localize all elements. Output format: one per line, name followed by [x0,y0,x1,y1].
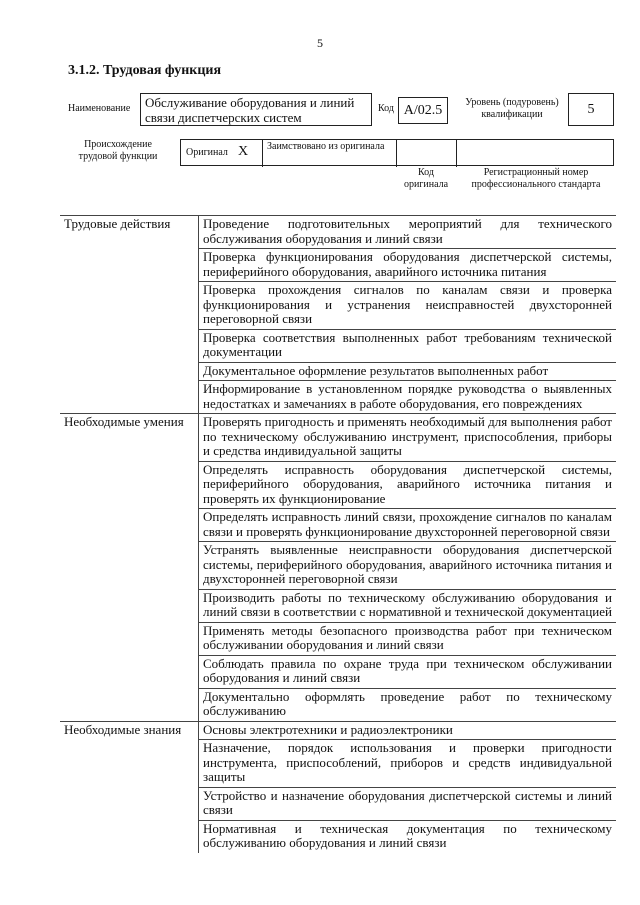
original-cell [181,140,263,167]
list-item: Нормативная и техническая документация по техническому обслуживанию оборудования и линий связи [199,820,617,853]
list-item: Информирование в установленном порядке руководства о выявленных недостатках и замечаниях в работе оборудования, его повреждениях [199,381,617,414]
table-row [60,688,616,721]
table-row [60,414,616,462]
level-label: Уровень (подуровень) квалификации [465,97,559,120]
origin-label: Происхождение трудовой функции [78,139,158,162]
table-row [60,787,616,820]
list-item: Основы электротехники и радиоэлектроники [199,721,617,740]
level-box: 5 [568,93,614,126]
table-row [60,820,616,853]
table-row [60,740,616,788]
section-title-actions: Трудовые действия [60,216,199,249]
list-item: Определять исправность оборудования диспетчерской системы, периферийного оборудования, аварийного источника питания и проверять их функционирование [199,461,617,509]
table-row [60,216,616,249]
list-item: Назначение, порядок использования и проверки пригодности инструмента, приспособлений, приборов и средств индивидуальной защиты [199,740,617,788]
table-row [60,329,616,362]
list-item: Проверка прохождения сигналов по каналам связи и проверка функционирования и устранения неисправностей двухсторонней переговорной связи [199,282,617,330]
table-row [60,655,616,688]
table-row [60,461,616,509]
list-item: Соблюдать правила по охране труда при техническом обслуживании оборудования и линий связи [199,655,617,688]
list-item: Документально оформлять проведение работ по техническому обслуживанию [199,688,617,721]
table-row [60,381,616,414]
page-number: 5 [317,36,323,50]
origin-row [180,139,614,166]
reg-number-cell [457,140,613,167]
code-label: Код [378,103,394,114]
section-title-knowledge: Необходимые знания [60,721,199,740]
borrowed-label: Заимствовано из оригинала [267,141,385,152]
list-item: Проведение подготовительных мероприятий для технического обслуживания оборудования и линий связи [199,216,617,249]
code-box: A/02.5 [398,97,448,124]
table-row [60,509,616,542]
original-mark: X [238,144,249,159]
name-label: Наименование [68,103,131,114]
list-item: Проверка функционирования оборудования диспетчерской системы, периферийного оборудования, аварийного источника питания [199,249,617,282]
list-item: Проверять пригодность и применять необходимый для выполнения работ по техническому обслуживанию инструмент, приспособления, приборы и средства индивидуальной защиты [199,414,617,462]
original-code-cell [397,140,457,167]
table-row [60,721,616,740]
original-label: Оригинал [186,147,228,158]
section-title-skills: Необходимые умения [60,414,199,462]
list-item: Проверка соответствия выполненных работ требованиям технической документации [199,329,617,362]
section-title: 3.1.2. Трудовая функция [68,63,222,78]
list-item: Устранять выявленные неисправности оборудования диспетчерской системы, периферийного оборудования, аварийного источника питания и двухсторонней переговорной связи [199,542,617,590]
table-row [60,589,616,622]
borrowed-cell [263,140,397,167]
list-item: Применять методы безопасного производства работ при техническом обслуживании оборудования и линий связи [199,622,617,655]
function-name-box: Обслуживание оборудования и линий связи диспетчерских систем [140,93,372,126]
list-item: Производить работы по техническому обслуживанию оборудования и линий связи в соответствии с нормативной и технической документацией [199,589,617,622]
table-row [60,282,616,330]
table-row [60,362,616,381]
function-table [60,215,616,853]
reg-caption: Регистрационный номер профессионального стандарта [471,167,601,190]
list-item: Документальное оформление результатов выполненных работ [199,362,617,381]
list-item: Определять исправность линий связи, прохождение сигналов по каналам связи и проверять функционирование двухсторонней переговорной связи [199,509,617,542]
table-row [60,249,616,282]
code-caption: Код оригинала [403,167,449,190]
table-row [60,542,616,590]
list-item: Устройство и назначение оборудования диспетчерской системы и линий связи [199,787,617,820]
table-row [60,622,616,655]
